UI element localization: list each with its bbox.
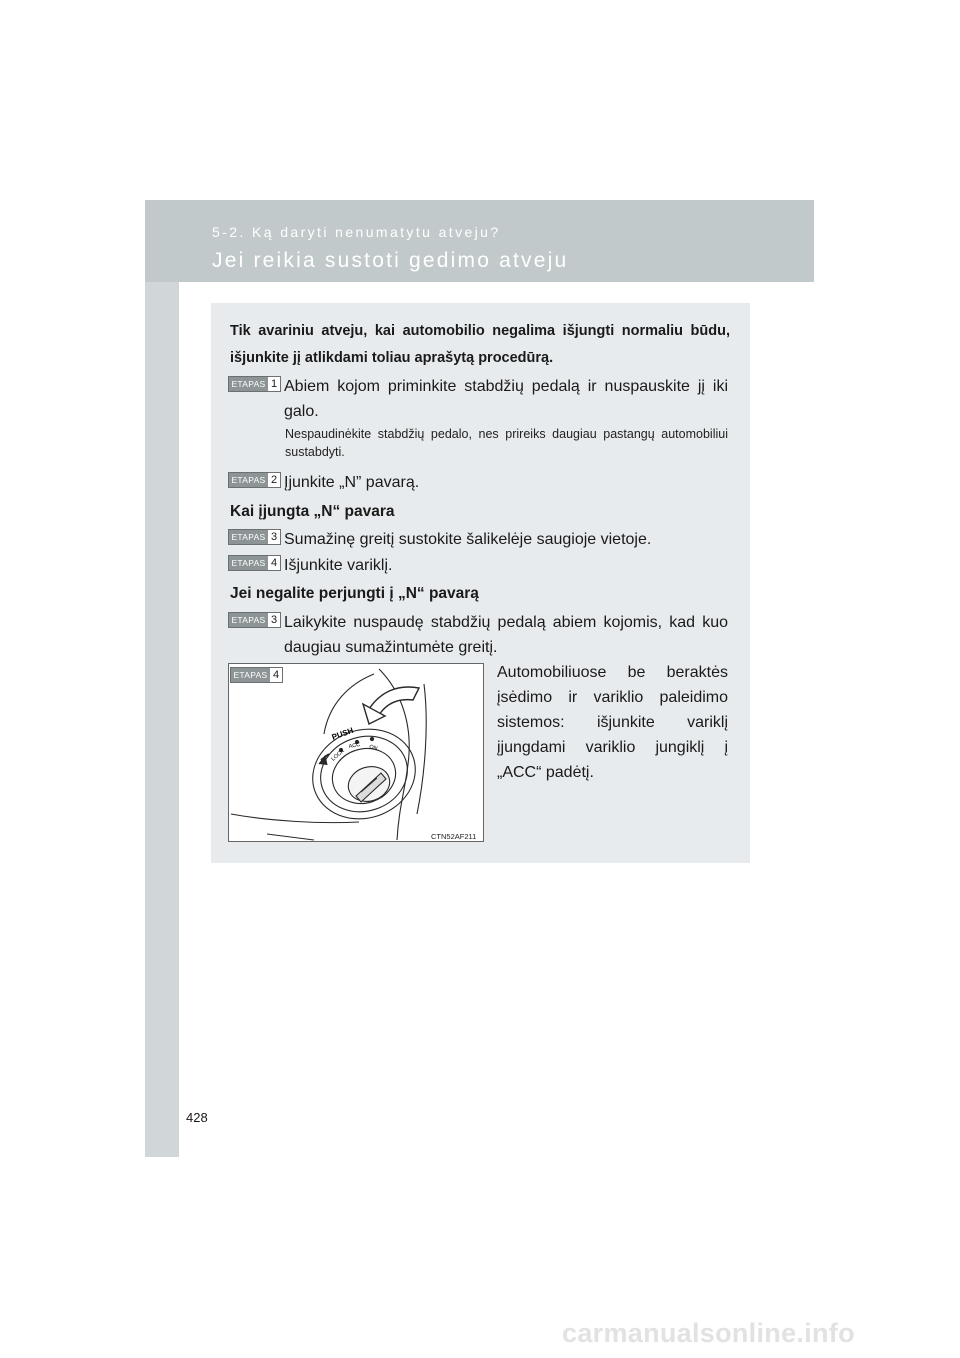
step-badge-2	[228, 472, 281, 488]
badge-number: 4	[268, 556, 280, 570]
step-badge-4b	[230, 667, 283, 683]
badge-number: 3	[268, 530, 280, 544]
ignition-switch-drawing	[229, 664, 483, 841]
section-label: 5-2. Ką daryti nenumatytu atveju?	[212, 224, 501, 240]
step-1-note: Nespaudinėkite stabdžių pedalo, nes prireiks daugiau pastangų automobiliui sustabdyti.	[285, 427, 728, 459]
label-on: ON	[368, 744, 379, 753]
step-3a-text: Sumažinę greitį sustokite šalikelėje saugioje vietoje.	[284, 531, 652, 548]
step-4b-text: Automobiliuose be beraktės įsėdimo ir variklio paleidimo sistemos: išjunkite variklį įjungdami variklio jungiklį į „ACC“ padėtį.	[497, 664, 728, 781]
badge-label: ETAPAS	[229, 613, 268, 627]
step-badge-3a	[228, 529, 281, 545]
ignition-switch-illustration	[228, 663, 484, 842]
badge-number: 1	[268, 377, 280, 391]
badge-label: ETAPAS	[229, 473, 268, 487]
label-push: PUSH	[330, 725, 355, 742]
step-badge-1	[228, 376, 281, 392]
figure-code: CTN52AF211	[431, 832, 477, 841]
badge-number: 4	[270, 668, 282, 682]
intro-text: Tik avariniu atveju, kai automobilio negalima išjungti normaliu būdu, išjunkite jį atlikdami toliau aprašytą procedūrą.	[230, 323, 730, 366]
step-4a-text: Išjunkite variklį.	[284, 557, 393, 574]
chapter-header	[145, 200, 814, 282]
step-badge-3b	[228, 612, 281, 628]
watermark: carmanualsonline.info	[562, 1318, 855, 1348]
subheading-n-engaged: Kai įjungta „N“ pavara	[230, 503, 395, 520]
badge-number: 3	[268, 613, 280, 627]
label-acc: ACC	[348, 742, 361, 750]
step-3b-text: Laikykite nuspaudę stabdžių pedalą abiem kojomis, kad kuo daugiau sumažintumėte greitį.	[284, 614, 728, 656]
page-title: Jei reikia sustoti gedimo atveju	[212, 249, 569, 272]
side-tab-bar	[145, 200, 179, 1157]
badge-label: ETAPAS	[229, 556, 268, 570]
step-badge-4a	[228, 555, 281, 571]
page-number: 428	[186, 1110, 208, 1125]
step-2-text: Įjunkite „N” pavarą.	[284, 474, 420, 491]
step-1-text: Abiem kojom priminkite stabdžių pedalą ir nuspauskite jį iki galo.	[284, 378, 728, 420]
badge-label: ETAPAS	[229, 530, 268, 544]
badge-label: ETAPAS	[229, 377, 268, 391]
badge-number: 2	[268, 473, 280, 487]
subheading-n-failed: Jei negalite perjungti į „N“ pavarą	[230, 585, 479, 602]
badge-label: ETAPAS	[231, 668, 270, 682]
label-lock: LOCK	[330, 748, 346, 763]
